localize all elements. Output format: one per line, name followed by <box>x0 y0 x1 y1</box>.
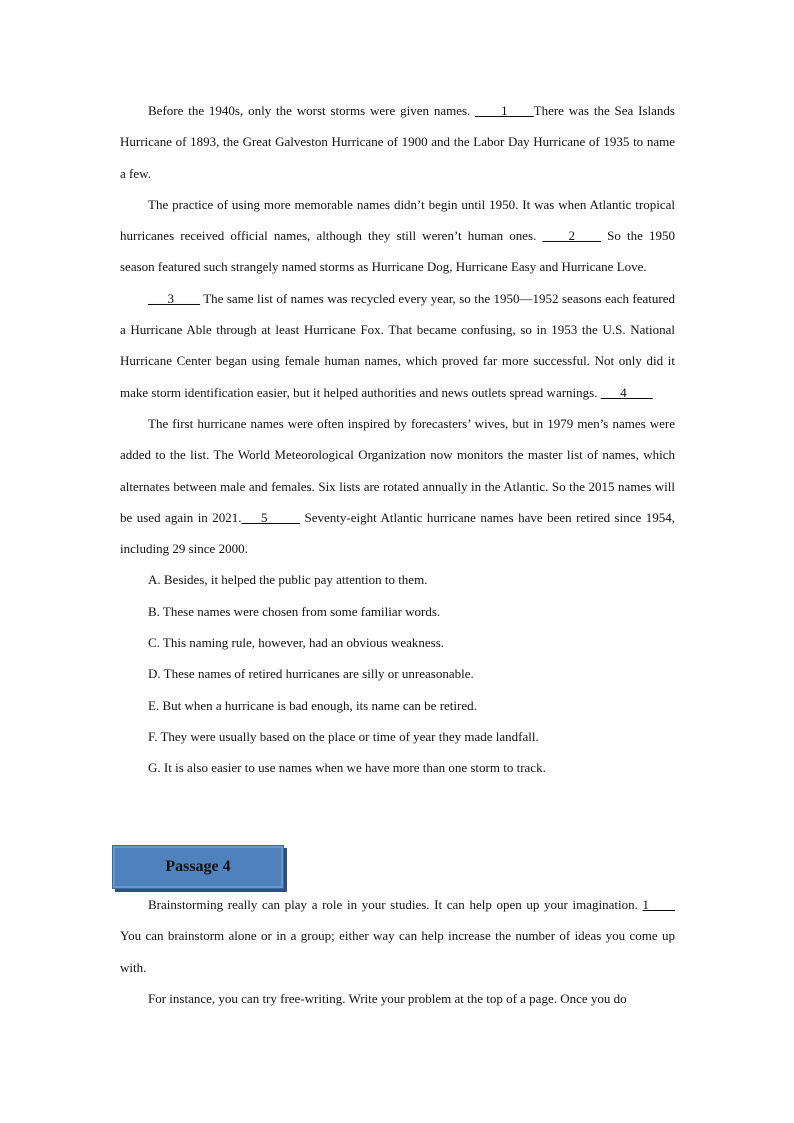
passage-3-body <box>120 95 675 784</box>
passage-4-heading: Passage 4 <box>165 858 231 875</box>
option-c: C. This naming rule, however, had an obvious weakness. <box>148 635 445 651</box>
paragraph-4 <box>120 408 675 564</box>
text: Seventy-eight Atlantic hurricane names have been retired since 1954, including 29 since 2000. <box>120 509 675 557</box>
text: There was the Sea Islands Hurricane of 1893, the Great Galveston Hurricane of 1900 and the Labor Day Hurricane of 1935 to name a few. <box>120 103 675 181</box>
passage-4-body <box>120 889 675 1014</box>
text: Before the 1940s, only the worst storms were given names. <box>148 103 476 118</box>
blank-2[interactable]: ____2____ <box>542 228 601 244</box>
option-e: E. But when a hurricane is bad enough, its name can be retired. <box>148 697 477 713</box>
passage-4-heading-box <box>112 845 284 889</box>
blank-1[interactable]: ____1____ <box>475 103 534 118</box>
blank-3[interactable]: ___3____ <box>148 290 200 306</box>
text: The practice of using more memorable names didn’t begin until 1950. It was when Atlantic tropical hurricanes received official names, although they still weren’t human ones. <box>120 196 675 244</box>
paragraph-2 <box>120 189 675 283</box>
blank-1[interactable]: 1____ <box>642 897 675 912</box>
paragraph-3 <box>120 283 675 408</box>
option-a: A. Besides, it helped the public pay attention to them. <box>148 572 428 588</box>
text: Brainstorming really can play a role in your studies. It can help open up your imagination. <box>148 897 643 912</box>
paragraph-1 <box>120 95 675 189</box>
blank-4[interactable]: ___4____ <box>600 384 653 400</box>
text: So the 1950 season featured such strangely named storms as Hurricane Dog, Hurricane Easy and Hurricane Love. <box>120 228 675 275</box>
option-f: F. They were usually based on the place or time of year they made landfall. <box>148 728 539 744</box>
blank-5[interactable]: ___5_____ <box>241 509 301 525</box>
paragraph-2: For instance, you can try free-writing. Write your problem at the top of a page. Once you do <box>148 990 627 1006</box>
text: The first hurricane names were often inspired by forecasters’ wives, but in 1979 men’s names were added to the list. The World Meteorological Organization now monitors the master list of names, which alternates between male and females. Six lists are rotated annually in the Atlantic. So the 2015 names will be used again in 2021. <box>120 415 675 525</box>
option-d: D. These names of retired hurricanes are silly or unreasonable. <box>148 666 474 682</box>
option-b: B. These names were chosen from some familiar words. <box>148 603 441 619</box>
paragraph-1 <box>120 889 675 983</box>
option-g: G. It is also easier to use names when we have more than one storm to track. <box>148 760 546 776</box>
text: You can brainstorm alone or in a group; either way can help increase the number of ideas you come up with. <box>120 928 675 975</box>
text: The same list of names was recycled every year, so the 1950—1952 seasons each featured a Hurricane Able through at least Hurricane Fox. That became confusing, so in 1953 the U.S. National Hurricane Center began using female human names, which proved far more successful. Not only did it make storm identification easier, but it helped authorities and news outlets spread warnings. <box>120 290 675 400</box>
